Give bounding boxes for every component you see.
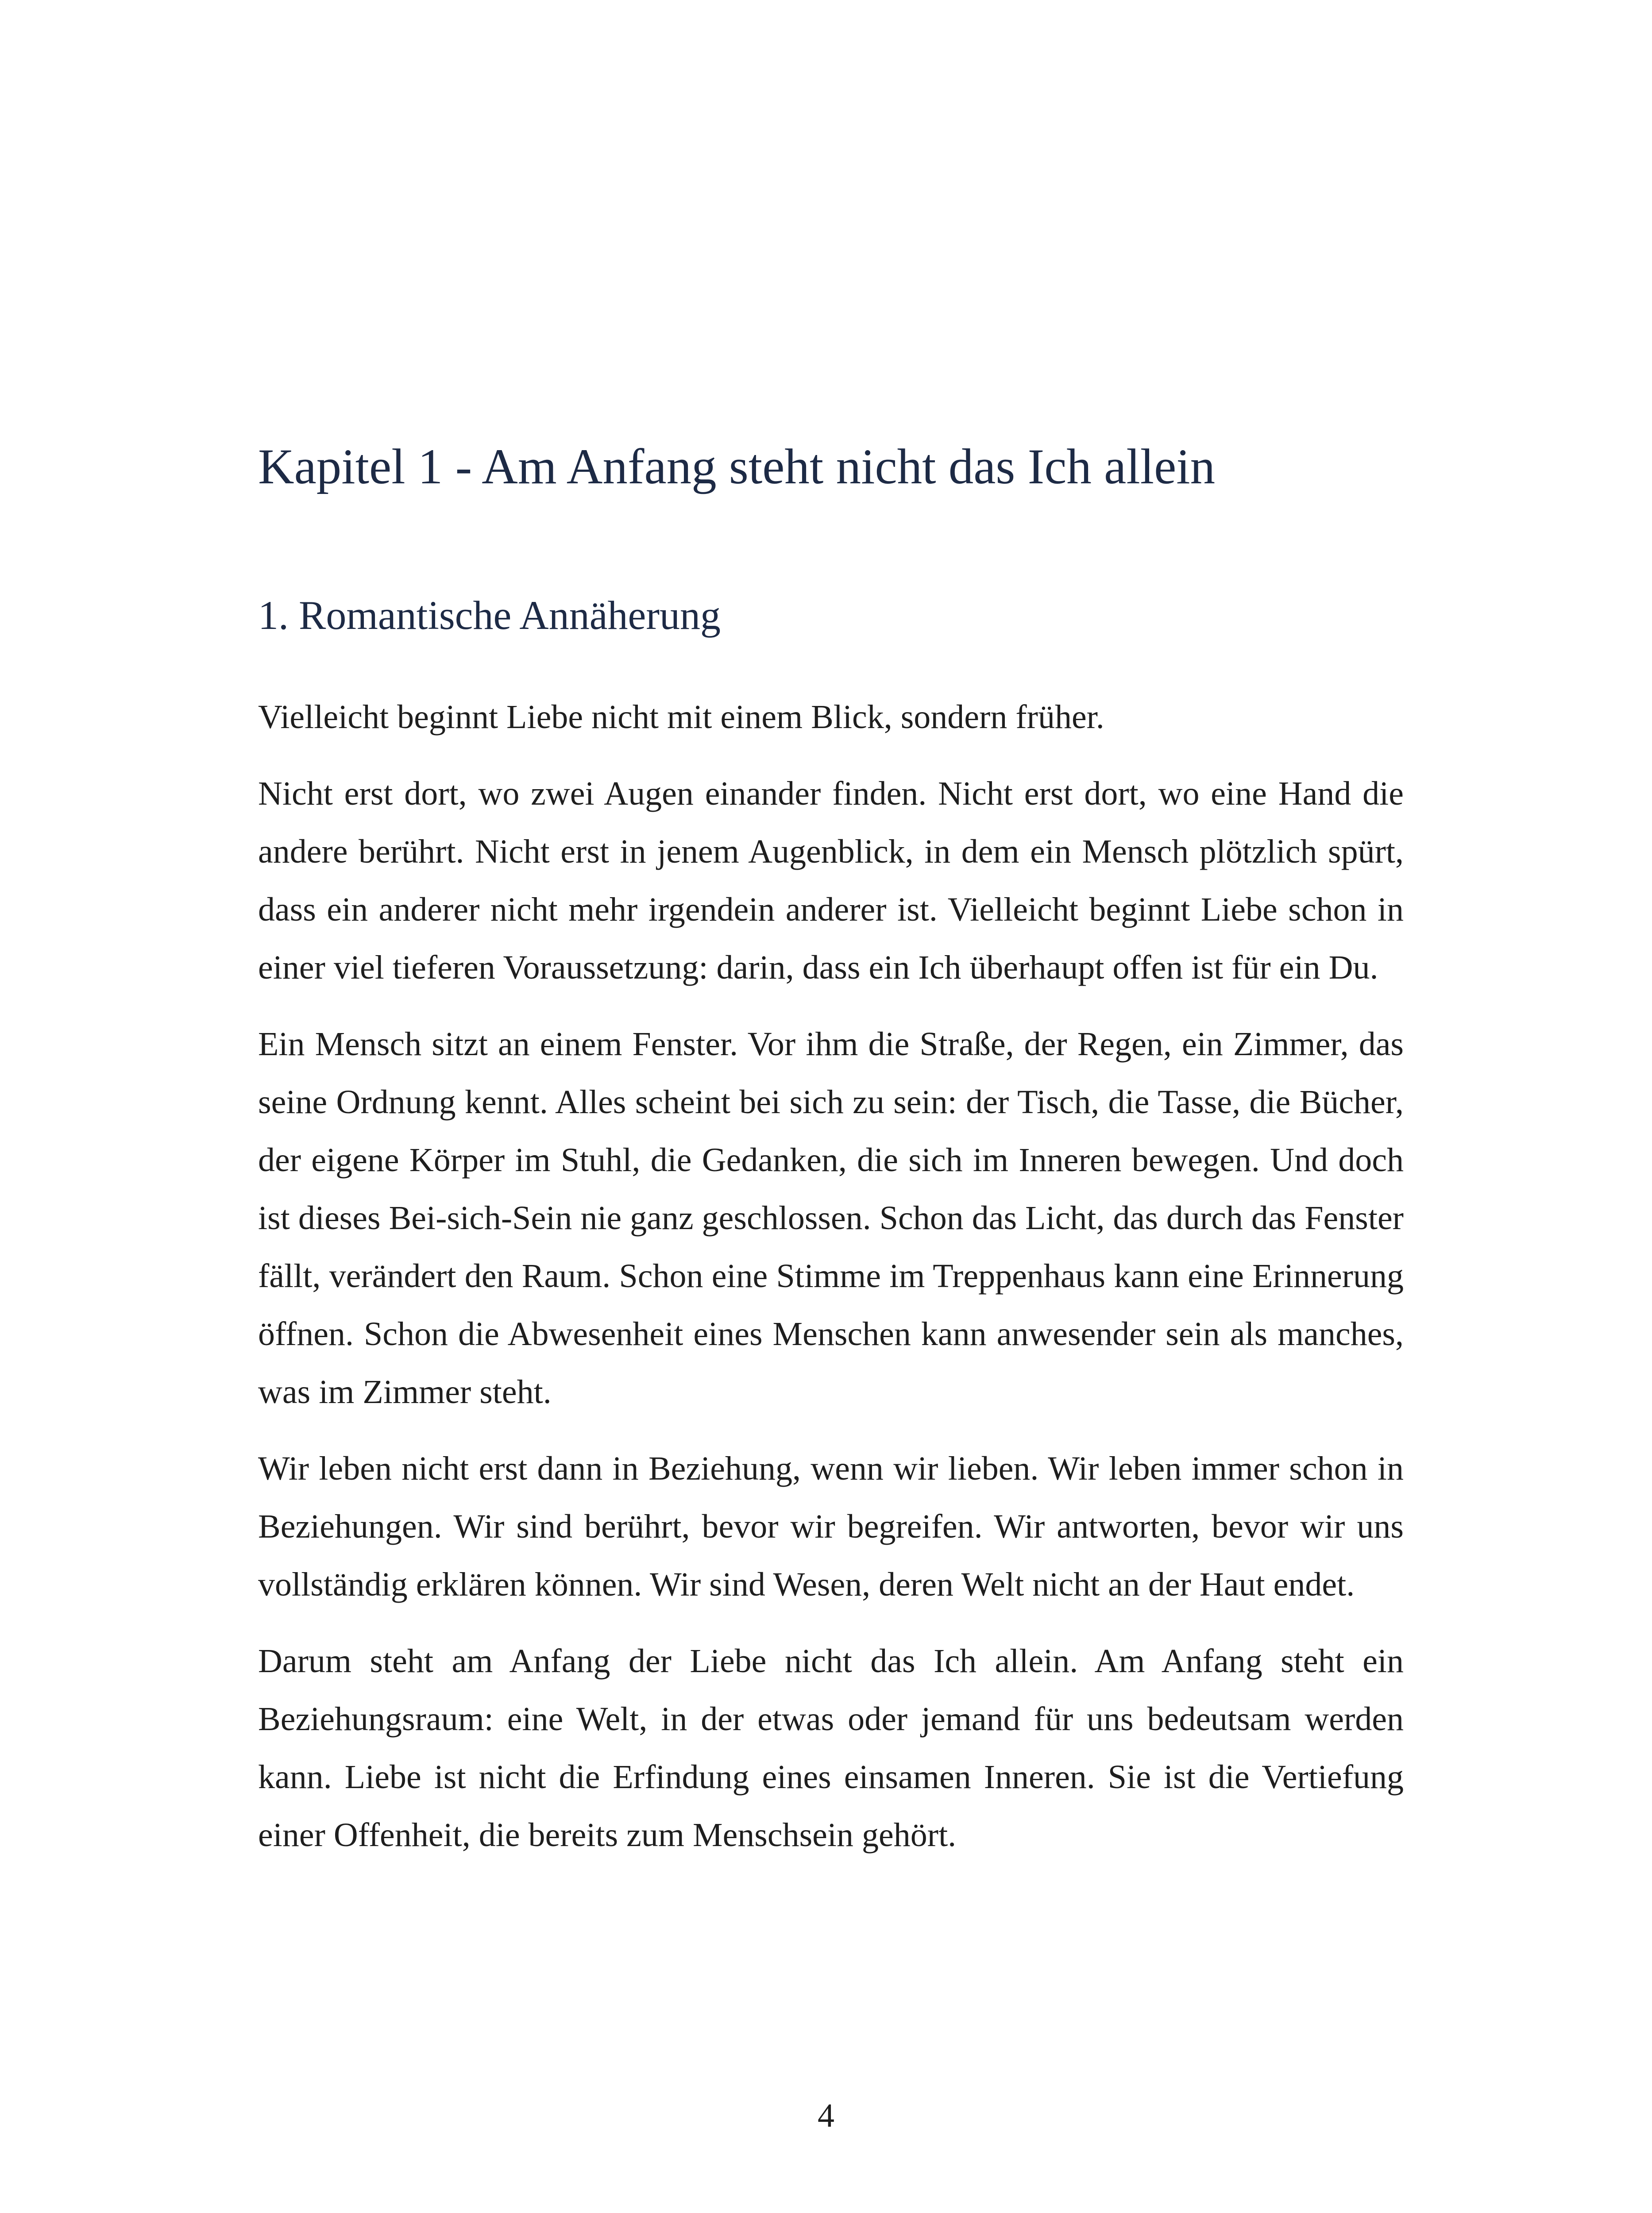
section-title: 1. Romantische Annäherung [258,593,721,638]
paragraph-5: Darum steht am Anfang der Liebe nicht das Ich allein. Am Anfang steht ein Beziehungsraum: eine Welt, in der etwas oder jemand für uns bedeutsam werden kann. Liebe ist nicht die Erfindung eines einsamen Inneren. Sie ist die Vertiefung einer Offenheit, die bereits zum Menschsein gehört. [258,1642,1404,1854]
paragraph-2: Nicht erst dort, wo zwei Augen einander finden. Nicht erst dort, wo eine Hand die andere berührt. Nicht erst in jenem Augenblick, in dem ein Mensch plötzlich spürt, dass ein anderer nicht mehr irgendein anderer ist. Vielleicht beginnt Liebe schon in einer viel tieferen Voraussetzung: darin, dass ein Ich überhaupt offen ist für ein Du. [258,775,1404,986]
paragraph-4: Wir leben nicht erst dann in Beziehung, wenn wir lieben. Wir leben immer schon in Beziehungen. Wir sind berührt, bevor wir begreifen. Wir antworten, bevor wir uns vollständig erklären können. Wir sind Wesen, deren Welt nicht an der Haut endet. [258,1450,1404,1603]
body-text [258,688,1404,1883]
chapter-title: Kapitel 1 - Am Anfang steht nicht das Ich allein [258,439,1216,494]
paragraph-3: Ein Mensch sitzt an einem Fenster. Vor ihm die Straße, der Regen, ein Zimmer, das seine Ordnung kennt. Alles scheint bei sich zu sein: der Tisch, die Tasse, die Bücher, der eigene Körper im Stuhl, die Gedanken, die sich im Inneren bewegen. Und doch ist dieses Bei-sich-Sein nie ganz geschlossen. Schon das Licht, das durch das Fenster fällt, verändert den Raum. Schon eine Stimme im Treppenhaus kann eine Erinnerung öffnen. Schon die Abwesenheit eines Menschen kann anwesender sein als manches, was im Zimmer steht. [258,1026,1404,1411]
paragraph-1: Vielleicht beginnt Liebe nicht mit einem Blick, sondern früher. [258,698,1104,736]
page-number: 4 [818,2097,834,2134]
